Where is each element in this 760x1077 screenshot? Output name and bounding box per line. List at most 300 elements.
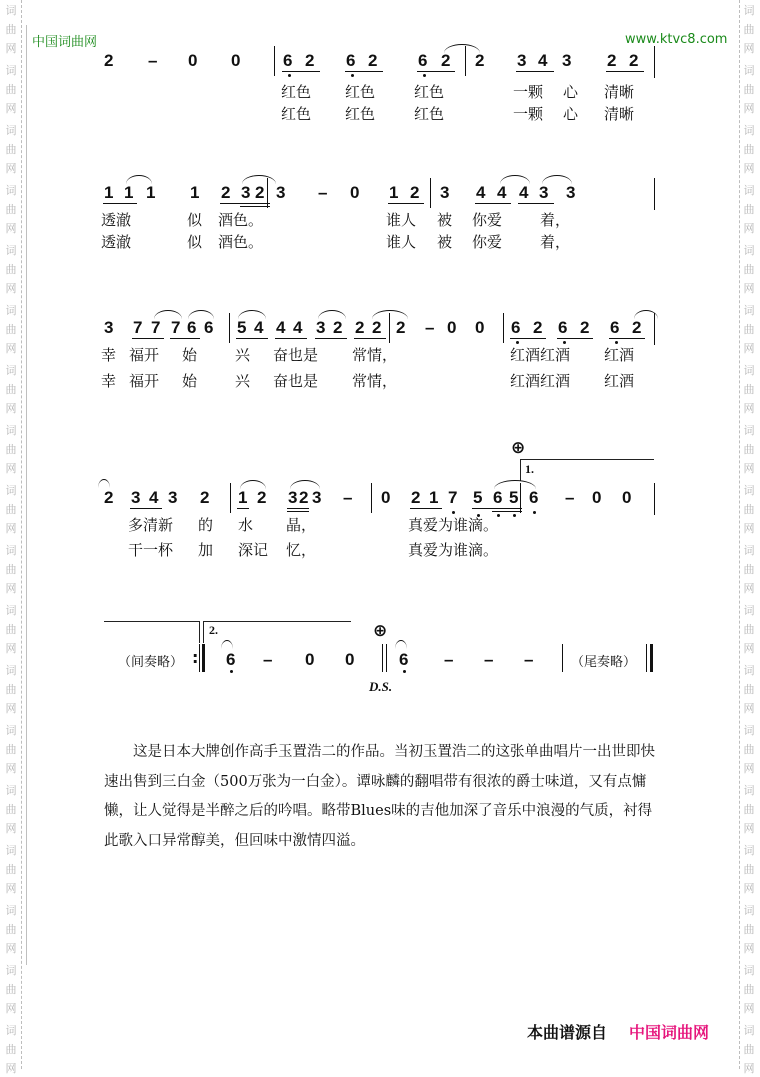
barline <box>654 178 655 210</box>
watermark-glyph: 曲 <box>5 563 17 576</box>
watermark-glyph: 词 <box>743 484 755 497</box>
underline-beam <box>345 71 383 72</box>
note: 6 <box>187 318 197 337</box>
watermark-glyph: 网 <box>743 882 755 895</box>
barline <box>371 483 372 513</box>
watermark-glyph: 网 <box>743 1062 755 1075</box>
watermark-glyph: 曲 <box>5 443 17 456</box>
barline <box>654 313 655 345</box>
watermark-glyph: 词 <box>5 844 17 857</box>
watermark-glyph: 网 <box>5 1062 17 1075</box>
lyric: 红色 <box>281 105 312 123</box>
tie-arc <box>154 310 182 319</box>
watermark-glyph: 曲 <box>5 983 17 996</box>
score-source <box>527 1020 709 1043</box>
note: 6 <box>346 51 356 70</box>
watermark-glyph: 词 <box>743 364 755 377</box>
lyric: 多清新 <box>128 516 174 534</box>
watermark-glyph: 曲 <box>5 23 17 36</box>
watermark-glyph: 词 <box>5 784 17 797</box>
watermark-glyph: 词 <box>5 484 17 497</box>
lyric: 奋也是 <box>273 346 319 364</box>
watermark-glyph: 曲 <box>5 623 17 636</box>
watermark-glyph: 曲 <box>743 323 755 336</box>
note: 2 <box>355 318 365 337</box>
watermark-glyph: 词 <box>743 544 755 557</box>
lyric: 忆， <box>286 541 317 559</box>
lyric: 红色 <box>414 83 445 101</box>
note: 4 <box>293 318 303 337</box>
note: 0 <box>475 318 485 337</box>
low-octave-dot <box>230 670 233 673</box>
watermark-glyph: 词 <box>5 904 17 917</box>
song-description <box>104 738 664 856</box>
lyric: 常情， <box>352 372 398 390</box>
watermark-glyph: 网 <box>743 1002 755 1015</box>
note: 0 <box>447 318 457 337</box>
coda-icon: ⊕ <box>373 621 388 641</box>
note: 2 <box>396 318 406 337</box>
note: 2 <box>299 488 309 507</box>
watermark-glyph: 词 <box>5 124 17 137</box>
lyric: 红酒红酒 <box>510 346 571 364</box>
watermark-glyph: 网 <box>5 462 17 475</box>
watermark-glyph: 词 <box>743 724 755 737</box>
lyric: 水 <box>238 516 254 534</box>
final-barline <box>650 644 653 672</box>
watermark-glyph: 曲 <box>743 743 755 756</box>
watermark-glyph: 网 <box>743 402 755 415</box>
note: 4 <box>497 183 507 202</box>
note: 0 <box>350 183 360 202</box>
tie-arc <box>242 175 276 184</box>
note: 4 <box>519 183 529 202</box>
note: 0 <box>592 488 602 507</box>
note: 1 <box>429 488 439 507</box>
lyric: 幸 <box>101 346 117 364</box>
watermark-glyph: 曲 <box>743 23 755 36</box>
tie-arc <box>318 310 346 319</box>
watermark-glyph: 网 <box>5 522 17 535</box>
lyric: 被 <box>437 233 453 251</box>
watermark-glyph: 词 <box>5 64 17 77</box>
lyric: 深记 <box>238 541 269 559</box>
note: 3 <box>566 183 576 202</box>
volta-bracket-end-1 <box>104 621 199 622</box>
lyric: 清晰 <box>604 105 635 123</box>
watermark-glyph: 网 <box>5 882 17 895</box>
barline <box>503 313 504 343</box>
watermark-glyph: 曲 <box>743 503 755 516</box>
note: 6 <box>558 318 568 337</box>
outro-note: （尾奏略） <box>571 655 637 670</box>
watermark-glyph: 词 <box>5 544 17 557</box>
source-site-link[interactable]: 中国词曲网 <box>629 1023 710 1042</box>
lyric: 一颗 <box>513 105 544 123</box>
note: 7 <box>151 318 161 337</box>
lyric: 心 <box>563 83 579 101</box>
watermark-glyph: 网 <box>5 582 17 595</box>
volta-label-2: 2. <box>209 623 218 637</box>
low-octave-dot <box>615 341 618 344</box>
watermark-glyph: 网 <box>5 1002 17 1015</box>
watermark-glyph: 网 <box>5 942 17 955</box>
watermark-glyph: 词 <box>5 1024 17 1037</box>
note: 1 <box>190 183 200 202</box>
underline-beam <box>516 71 554 72</box>
watermark-glyph: 网 <box>5 162 17 175</box>
note: 2 <box>410 183 420 202</box>
note: 4 <box>254 318 264 337</box>
description-paragraph: 这是日本大牌创作高手玉置浩二的作品。当初玉置浩二的这张单曲唱片一出世即快速出售到三白金（500万张为一白金）。谭咏麟的翻唱带有很浓的爵士味道，又有点慵懒，让人觉得是半醉之后的吟唱。略带Blues味的吉他加深了音乐中浪漫的气质，衬得此歌入口异常醇美，但回味中激情四溢。 <box>104 744 655 849</box>
dash: – <box>524 650 534 669</box>
watermark-glyph: 网 <box>5 642 17 655</box>
lyric: 兴 <box>235 346 251 364</box>
low-octave-dot <box>563 341 566 344</box>
barline <box>382 644 383 672</box>
volta-bracket-edge <box>203 621 204 643</box>
watermark-glyph: 网 <box>5 702 17 715</box>
watermark-glyph: 曲 <box>743 623 755 636</box>
low-octave-dot <box>423 74 426 77</box>
note: 4 <box>149 488 159 507</box>
underline-beam <box>472 508 522 509</box>
watermark-glyph: 曲 <box>743 563 755 576</box>
underline-beam <box>275 338 307 339</box>
watermark-glyph: 词 <box>743 844 755 857</box>
lyric: 福开 <box>129 372 160 390</box>
note: 2 <box>607 51 617 70</box>
dash: – <box>484 650 494 669</box>
note: 2 <box>255 183 265 202</box>
watermark-glyph: 曲 <box>5 803 17 816</box>
watermark-glyph: 曲 <box>743 863 755 876</box>
watermark-glyph: 词 <box>5 964 17 977</box>
barline <box>654 483 655 515</box>
note: 6 <box>418 51 428 70</box>
lyric: 红色 <box>414 105 445 123</box>
note: 1 <box>104 183 114 202</box>
low-octave-dot <box>513 514 516 517</box>
lyric: 红色 <box>281 83 312 101</box>
barline <box>274 46 275 76</box>
note: 1 <box>238 488 248 507</box>
note: 4 <box>476 183 486 202</box>
watermark-glyph: 曲 <box>5 383 17 396</box>
watermark-glyph: 曲 <box>743 143 755 156</box>
watermark-glyph: 网 <box>5 282 17 295</box>
site-url-top-right: www.ktvc8.com <box>625 32 728 47</box>
left-dashed-border <box>21 0 22 1069</box>
left-margin-line <box>26 25 27 965</box>
underline-beam <box>609 338 645 339</box>
underline-beam <box>557 338 593 339</box>
note: 2 <box>104 51 114 70</box>
watermark-glyph: 网 <box>743 162 755 175</box>
dash: – <box>425 318 435 337</box>
note: 7 <box>133 318 143 337</box>
barline <box>646 644 647 672</box>
lyric: 奋也是 <box>273 372 319 390</box>
lyric: 谁人 <box>386 211 417 229</box>
watermark-glyph: 词 <box>743 304 755 317</box>
note: 2 <box>200 488 210 507</box>
barline <box>199 644 200 672</box>
note: 2 <box>441 51 451 70</box>
barline <box>229 313 230 343</box>
watermark-glyph: 曲 <box>5 863 17 876</box>
note: 0 <box>188 51 198 70</box>
tie-arc <box>238 310 266 319</box>
underline-beam <box>103 203 137 204</box>
note: 6 <box>283 51 293 70</box>
lyric: 透澈 <box>101 211 132 229</box>
underline-beam <box>287 508 309 509</box>
underline-beam <box>236 338 268 339</box>
note: 3 <box>517 51 527 70</box>
low-octave-dot <box>452 511 455 514</box>
tie-arc <box>221 640 233 649</box>
watermark-glyph: 网 <box>743 702 755 715</box>
lyric: 福开 <box>129 346 160 364</box>
watermark-glyph: 曲 <box>743 383 755 396</box>
watermark-glyph: 网 <box>743 642 755 655</box>
tie-arc <box>188 310 214 319</box>
watermark-glyph: 词 <box>743 904 755 917</box>
note: 3 <box>316 318 326 337</box>
dash: – <box>565 488 575 507</box>
watermark-glyph: 曲 <box>743 263 755 276</box>
lyric: 始 <box>182 372 198 390</box>
lyric: 心 <box>563 105 579 123</box>
repeat-end-barline <box>202 644 205 672</box>
underline-beam <box>518 203 554 204</box>
lyric: 红酒红酒 <box>510 372 571 390</box>
watermark-glyph: 词 <box>5 364 17 377</box>
underline-beam <box>410 508 442 509</box>
note: 4 <box>276 318 286 337</box>
barline <box>267 178 268 208</box>
lyric: 似 <box>187 211 203 229</box>
note: 3 <box>131 488 141 507</box>
low-octave-dot <box>403 670 406 673</box>
left-watermark-column <box>0 0 22 1075</box>
barline <box>230 483 231 513</box>
volta-bracket-edge <box>199 621 200 643</box>
watermark-glyph: 曲 <box>5 203 17 216</box>
note: 3 <box>539 183 549 202</box>
barline <box>389 313 390 343</box>
underline-beam <box>475 203 511 204</box>
note: 3 <box>241 183 251 202</box>
lyric: 幸 <box>101 372 117 390</box>
low-octave-dot <box>516 341 519 344</box>
barline <box>562 644 563 672</box>
lyric: 清晰 <box>604 83 635 101</box>
volta-bracket-2 <box>203 621 351 622</box>
note: 6 <box>226 650 236 669</box>
note: 1 <box>389 183 399 202</box>
note: 6 <box>204 318 214 337</box>
watermark-glyph: 网 <box>743 822 755 835</box>
underline-beam <box>130 508 162 509</box>
lyric: 真爱为谁滴。 <box>408 516 499 534</box>
watermark-glyph: 曲 <box>743 83 755 96</box>
underline-beam <box>170 338 200 339</box>
watermark-glyph: 网 <box>5 102 17 115</box>
underline-beam <box>282 71 320 72</box>
volta-label-1: 1. <box>525 462 534 476</box>
watermark-glyph: 曲 <box>5 923 17 936</box>
note: 2 <box>221 183 231 202</box>
watermark-glyph: 网 <box>5 42 17 55</box>
watermark-glyph: 词 <box>5 184 17 197</box>
watermark-glyph: 曲 <box>743 203 755 216</box>
watermark-glyph: 网 <box>5 402 17 415</box>
note: 2 <box>580 318 590 337</box>
underline-beam <box>417 71 455 72</box>
note: 3 <box>562 51 572 70</box>
lyric: 红酒 <box>604 346 635 364</box>
watermark-glyph: 曲 <box>743 683 755 696</box>
dash: – <box>148 51 158 70</box>
watermark-glyph: 网 <box>743 42 755 55</box>
note: 2 <box>632 318 642 337</box>
coda-icon: ⊕ <box>511 438 526 458</box>
note: 0 <box>305 650 315 669</box>
barline <box>465 46 466 76</box>
lyric: 红色 <box>345 83 376 101</box>
interlude-note: （间奏略） <box>118 655 184 670</box>
volta-bracket-edge <box>520 459 521 481</box>
watermark-glyph: 词 <box>5 244 17 257</box>
note: 7 <box>448 488 458 507</box>
watermark-glyph: 词 <box>5 604 17 617</box>
barline <box>654 46 655 78</box>
lyric: 始 <box>182 346 198 364</box>
watermark-glyph: 词 <box>5 4 17 17</box>
watermark-glyph: 词 <box>5 424 17 437</box>
note: 6 <box>529 488 539 507</box>
watermark-glyph: 网 <box>743 762 755 775</box>
note: 6 <box>399 650 409 669</box>
watermark-glyph: 词 <box>743 424 755 437</box>
dash: – <box>444 650 454 669</box>
note: 6 <box>511 318 521 337</box>
watermark-glyph: 曲 <box>5 323 17 336</box>
watermark-glyph: 词 <box>5 304 17 317</box>
watermark-glyph: 网 <box>743 342 755 355</box>
repeat-dots: : <box>192 648 199 667</box>
tie-arc <box>98 479 110 488</box>
dal-segno-mark: D.S. <box>369 679 393 694</box>
watermark-glyph: 网 <box>743 222 755 235</box>
lyric: 似 <box>187 233 203 251</box>
lyric: 红色 <box>345 105 376 123</box>
note: 3 <box>288 488 298 507</box>
note: 3 <box>312 488 322 507</box>
lyric: 晶， <box>286 516 317 534</box>
note: 0 <box>622 488 632 507</box>
watermark-glyph: 网 <box>743 282 755 295</box>
watermark-glyph: 曲 <box>5 143 17 156</box>
underline-beam <box>510 338 546 339</box>
low-octave-dot <box>533 511 536 514</box>
lyric: 常情， <box>352 346 398 364</box>
double-barline <box>386 644 387 672</box>
lyric: 被 <box>437 211 453 229</box>
watermark-glyph: 网 <box>5 342 17 355</box>
lyric: 兴 <box>235 372 251 390</box>
note: 6 <box>493 488 503 507</box>
underline-beam <box>492 511 522 512</box>
watermark-glyph: 词 <box>743 964 755 977</box>
note: 3 <box>168 488 178 507</box>
note: 2 <box>257 488 267 507</box>
watermark-glyph: 曲 <box>743 983 755 996</box>
lyric: 的 <box>198 516 214 534</box>
note: 5 <box>237 318 247 337</box>
underline-beam <box>220 203 270 204</box>
watermark-glyph: 词 <box>743 664 755 677</box>
lyric: 谁人 <box>386 233 417 251</box>
watermark-glyph: 词 <box>743 244 755 257</box>
note: 2 <box>305 51 315 70</box>
lyric: 干一杯 <box>128 541 174 559</box>
watermark-glyph: 词 <box>743 784 755 797</box>
watermark-glyph: 网 <box>743 942 755 955</box>
right-dashed-border <box>739 0 740 1069</box>
watermark-glyph: 词 <box>743 4 755 17</box>
lyric: 酒色。 <box>218 233 264 251</box>
note: 2 <box>475 51 485 70</box>
watermark-glyph: 曲 <box>5 83 17 96</box>
watermark-glyph: 曲 <box>743 443 755 456</box>
lyric: 真爱为谁滴。 <box>408 541 499 559</box>
source-label: 本曲谱源自 <box>527 1023 608 1042</box>
underline-beam <box>606 71 644 72</box>
underline-beam <box>287 511 309 512</box>
barline <box>430 178 431 208</box>
watermark-glyph: 曲 <box>743 1043 755 1056</box>
watermark-glyph: 网 <box>743 102 755 115</box>
watermark-glyph: 网 <box>743 582 755 595</box>
right-watermark-column <box>738 0 760 1075</box>
tie-arc <box>290 480 320 489</box>
watermark-glyph: 曲 <box>743 803 755 816</box>
watermark-glyph: 曲 <box>5 263 17 276</box>
note: 2 <box>533 318 543 337</box>
site-name-top-left: 中国词曲网 <box>32 35 98 50</box>
watermark-glyph: 曲 <box>5 683 17 696</box>
note: 2 <box>368 51 378 70</box>
underline-beam <box>132 338 164 339</box>
note: 2 <box>372 318 382 337</box>
watermark-glyph: 词 <box>743 1024 755 1037</box>
lyric: 你爱 <box>472 233 503 251</box>
watermark-glyph: 曲 <box>743 923 755 936</box>
note: 2 <box>629 51 639 70</box>
watermark-glyph: 网 <box>5 822 17 835</box>
underline-beam <box>315 338 347 339</box>
note: 3 <box>440 183 450 202</box>
dash: – <box>318 183 328 202</box>
lyric: 着， <box>540 233 571 251</box>
watermark-glyph: 网 <box>743 522 755 535</box>
watermark-glyph: 曲 <box>5 1043 17 1056</box>
tie-arc <box>395 640 407 649</box>
volta-bracket-1 <box>520 459 654 460</box>
